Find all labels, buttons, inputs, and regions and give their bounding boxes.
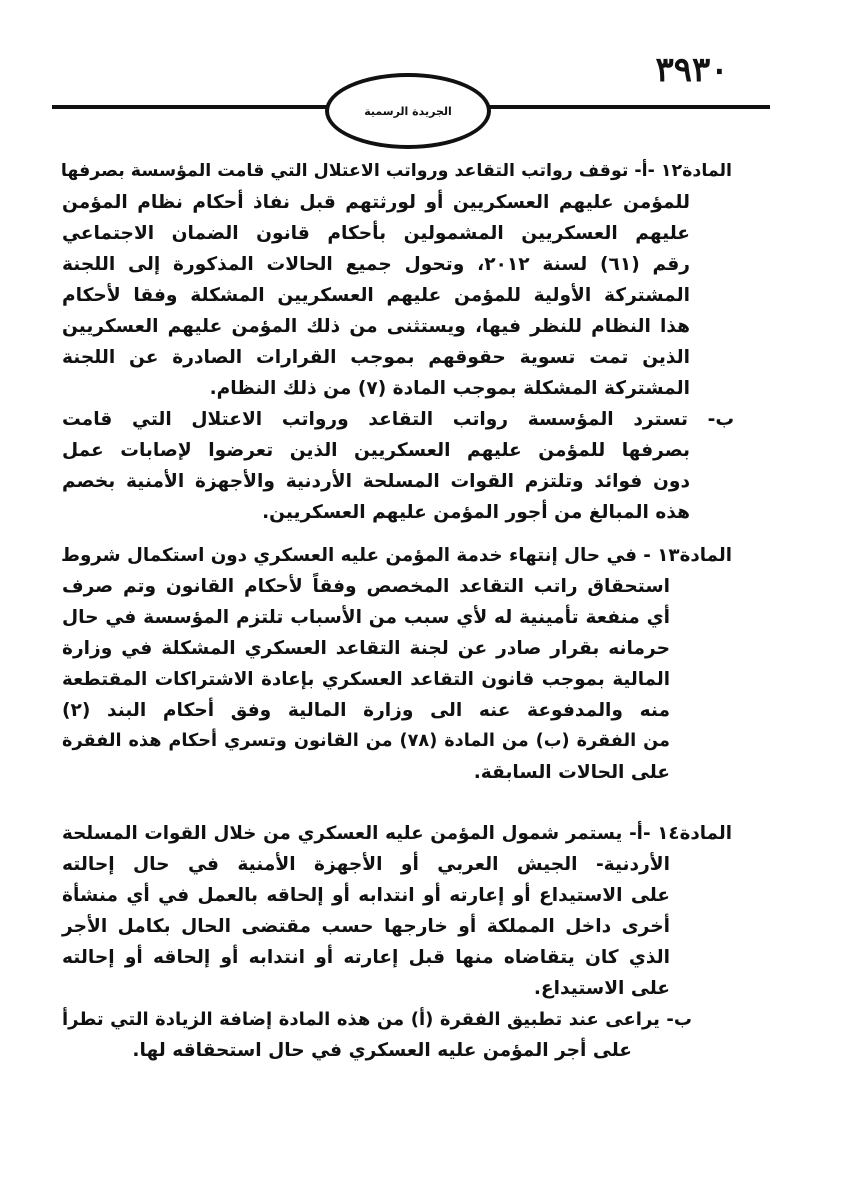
article-14-line: المادة١٤ -أ- يستمر شمول المؤمن عليه العسكري من خلال القوات المسلحة xyxy=(62,823,732,844)
publication-seal xyxy=(325,73,491,149)
article-12-line: بصرفها للمؤمن عليهم العسكريين الذين تعرضوا لإصابات عمل xyxy=(62,440,690,461)
article-13-line: المادة١٣ - في حال إنتهاء خدمة المؤمن عليه العسكري دون استكمال شروط xyxy=(60,545,732,566)
article-13-line: على الحالات السابقة. xyxy=(473,762,670,783)
article-12-line: هذا النظام للنظر فيها، ويستثنى من ذلك المؤمن عليهم العسكريين xyxy=(62,316,690,337)
article-14-item-b: ب- يراعى عند تطبيق الفقرة (أ) من هذه المادة إضافة الزيادة التي تطرأ xyxy=(62,1009,692,1030)
article-13-line: حرمانه بقرار صادر عن لجنة التقاعد العسكري المشكلة في وزارة xyxy=(62,638,670,659)
article-13-line: منه والمدفوعة عنه الى وزارة المالية وفق أحكام البند (٢) xyxy=(62,700,670,721)
article-13-line: المالية بموجب قانون التقاعد العسكري بإعادة الاشتراكات المقتطعة xyxy=(62,669,670,690)
article-12-line: عليهم العسكريين المشمولين بأحكام قانون الضمان الاجتماعي xyxy=(62,223,690,244)
article-12-line xyxy=(62,404,734,435)
article-14 xyxy=(62,818,732,1066)
article-12-item-b: ب- تسترد المؤسسة رواتب التقاعد ورواتب الاعتلال التي قامت xyxy=(62,409,734,430)
article-12-line: هذه المبالغ من أجور المؤمن عليهم العسكريين. xyxy=(262,502,690,523)
article-14-line: أخرى داخل المملكة أو خارجها حسب مقتضى الحال بكامل الأجر xyxy=(62,916,670,937)
article-13-line: أي منفعة تأمينية له لأي سبب من الأسباب تلتزم المؤسسة في حال xyxy=(62,607,670,628)
article-12-line: دون فوائد وتلتزم القوات المسلحة الأردنية والأجهزة الأمنية بخصم xyxy=(62,471,690,492)
article-12-line: الذين تمت تسوية حقوقهم بموجب القرارات الصادرة عن اللجنة xyxy=(62,347,690,368)
article-13-line: استحقاق راتب التقاعد المخصص وفقاً لأحكام القانون وتم صرف xyxy=(62,576,670,597)
article-14-line: على الاستيداع أو إعارته أو انتدابه أو إلحاقه بالعمل في أي منشأة xyxy=(62,885,670,906)
article-12-line: للمؤمن عليهم العسكريين أو لورثتهم قبل نفاذ أحكام نظام المؤمن xyxy=(62,192,690,213)
article-12-line: المشتركة المشكلة بموجب المادة (٧) من ذلك النظام. xyxy=(209,378,690,399)
publication-title: الجريدة الرسمية xyxy=(364,104,452,118)
article-14-line: الأردنية- الجيش العربي أو الأجهزة الأمنية في حال إحالته xyxy=(62,854,670,875)
article-14-line: الذي كان يتقاضاه منها قبل إعارته أو انتدابه أو إلحاقه أو إحالته xyxy=(62,947,670,968)
article-12-line: المادة١٢ -أ- توقف رواتب التقاعد ورواتب الاعتلال التي قامت المؤسسة بصرفها xyxy=(60,161,732,181)
article-12-line: المشتركة الأولية للمؤمن عليهم العسكريين المشكلة وفقا لأحكام xyxy=(62,285,690,306)
page-number: ٣٩٣٠ xyxy=(655,50,729,90)
article-14-line: على الاستيداع. xyxy=(533,978,670,999)
article-13-line: من الفقرة (ب) من المادة (٧٨) من القانون وتسري أحكام هذه الفقرة xyxy=(62,731,670,751)
article-14-line: على أجر المؤمن عليه العسكري في حال استحقاقه لها. xyxy=(132,1040,632,1061)
article-13 xyxy=(62,540,732,788)
article-12-line: رقم (٦١) لسنة ٢٠١٢، وتحول جميع الحالات المذكورة إلى اللجنة xyxy=(62,254,690,275)
article-12 xyxy=(62,156,732,528)
